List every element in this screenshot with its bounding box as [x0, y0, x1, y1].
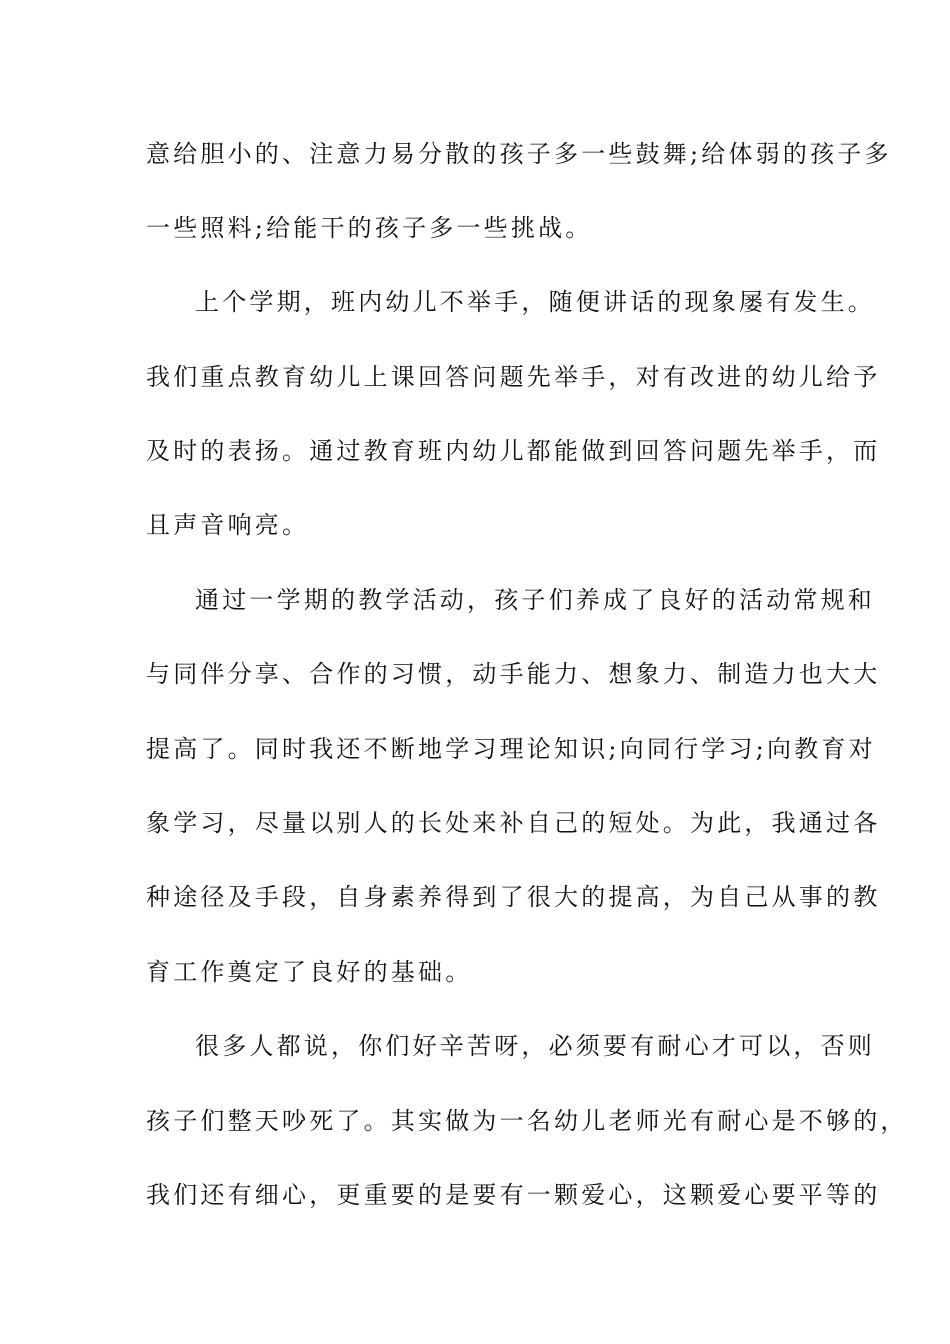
text-line-7: 通过一学期的教学活动，孩子们养成了良好的活动常规和 — [195, 586, 875, 614]
text-line-9: 提高了。同时我还不断地学习理论知识;向同行学习;向教育对 — [146, 735, 876, 763]
text-line-15: 我们还有细心，更重要的是要有一颗爱心，这颗爱心要平等的 — [146, 1181, 881, 1209]
text-line-12: 育工作奠定了良好的基础。 — [146, 958, 473, 986]
text-line-6: 且声音响亮。 — [146, 511, 310, 539]
text-line-8: 与同伴分享、合作的习惯，动手能力、想象力、制造力也大大 — [146, 660, 881, 688]
text-line-14: 孩子们整天吵死了。其实做为一名幼儿老师光有耐心是不够的， — [146, 1107, 908, 1135]
text-line-5: 及时的表扬。通过教育班内幼儿都能做到回答问题先举手，而 — [146, 437, 881, 465]
text-line-2: 一些照料;给能干的孩子多一些挑战。 — [146, 214, 593, 242]
text-line-1: 意给胆小的、注意力易分散的孩子多一些鼓舞;给体弱的孩子多 — [146, 140, 892, 168]
text-line-11: 种途径及手段，自身素养得到了很大的提高，为自己从事的教 — [146, 883, 881, 911]
text-line-13: 很多人都说，你们好辛苦呀，必须要有耐心才可以，否则 — [195, 1032, 875, 1060]
text-line-3: 上个学期，班内幼儿不举手，随便讲话的现象屡有发生。 — [195, 288, 875, 316]
text-line-10: 象学习，尽量以别人的长处来补自己的短处。为此，我通过各 — [146, 809, 881, 837]
text-line-4: 我们重点教育幼儿上课回答问题先举手，对有改进的幼儿给予 — [146, 363, 881, 391]
